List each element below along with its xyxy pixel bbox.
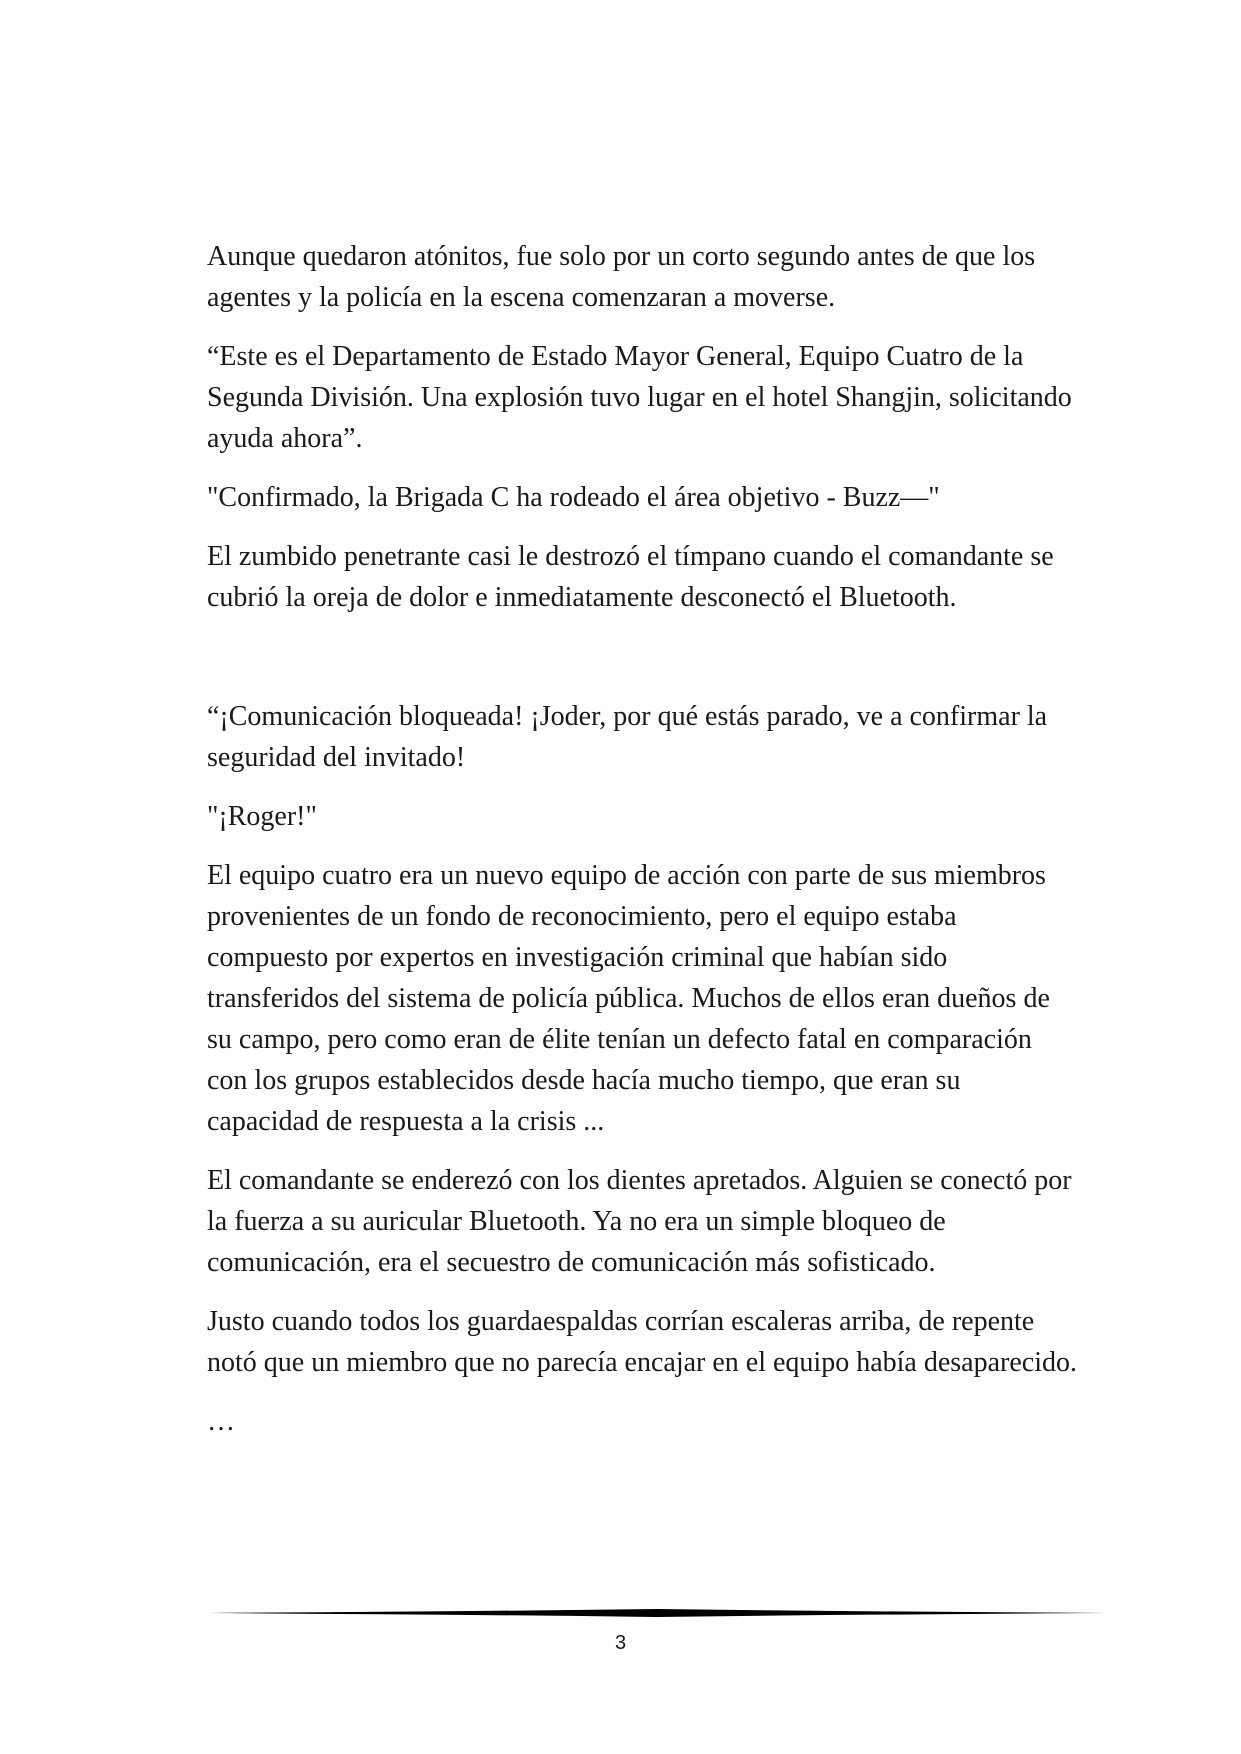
- footer-divider: [207, 1605, 1107, 1621]
- paragraph: El zumbido penetrante casi le destrozó el tímpano cuando el comandante se cubrió la oreja de dolor e inmediatamente desconectó el Bluetooth.: [207, 541, 1054, 613]
- paragraph: Justo cuando todos los guardaespaldas corrían escaleras arriba, de repente notó que un miembro que no parecía encajar en el equipo había desaparecido.: [207, 1306, 1077, 1378]
- page-number: 3: [614, 1632, 627, 1654]
- paragraph: "¡Roger!": [207, 801, 317, 832]
- body-text: [207, 236, 1077, 1460]
- paragraph: Aunque quedaron atónitos, fue solo por un corto segundo antes de que los agentes y la policía en la escena comenzaran a moverse.: [207, 241, 1036, 313]
- paragraph: "Confirmado, la Brigada C ha rodeado el área objetivo - Buzz—": [207, 482, 940, 513]
- paragraph: “Este es el Departamento de Estado Mayor General, Equipo Cuatro de la Segunda División. Una explosión tuvo lugar en el hotel Shangjin, solicitando ayuda ahora”.: [207, 341, 1072, 454]
- paragraph: El equipo cuatro era un nuevo equipo de acción con parte de sus miembros provenientes de un fondo de reconocimiento, pero el equipo estaba compuesto por expertos en investigación criminal que habían sido transferidos del sistema de policía pública. Muchos de ellos eran dueños de su campo, pero como eran de élite tenían un defecto fatal en comparación con los grupos establecidos desde hacía mucho tiempo, que eran su capacidad de respuesta a la crisis ...: [207, 860, 1050, 1137]
- paragraph: El comandante se enderezó con los dientes apretados. Alguien se conectó por la fuerza a su auricular Bluetooth. Ya no era un simple bloqueo de comunicación, era el secuestro de comunicación más sofisticado.: [207, 1165, 1072, 1278]
- paragraph: …: [207, 1406, 235, 1437]
- paragraph: “¡Comunicación bloqueada! ¡Joder, por qué estás parado, ve a confirmar la seguridad del invitado!: [207, 701, 1048, 773]
